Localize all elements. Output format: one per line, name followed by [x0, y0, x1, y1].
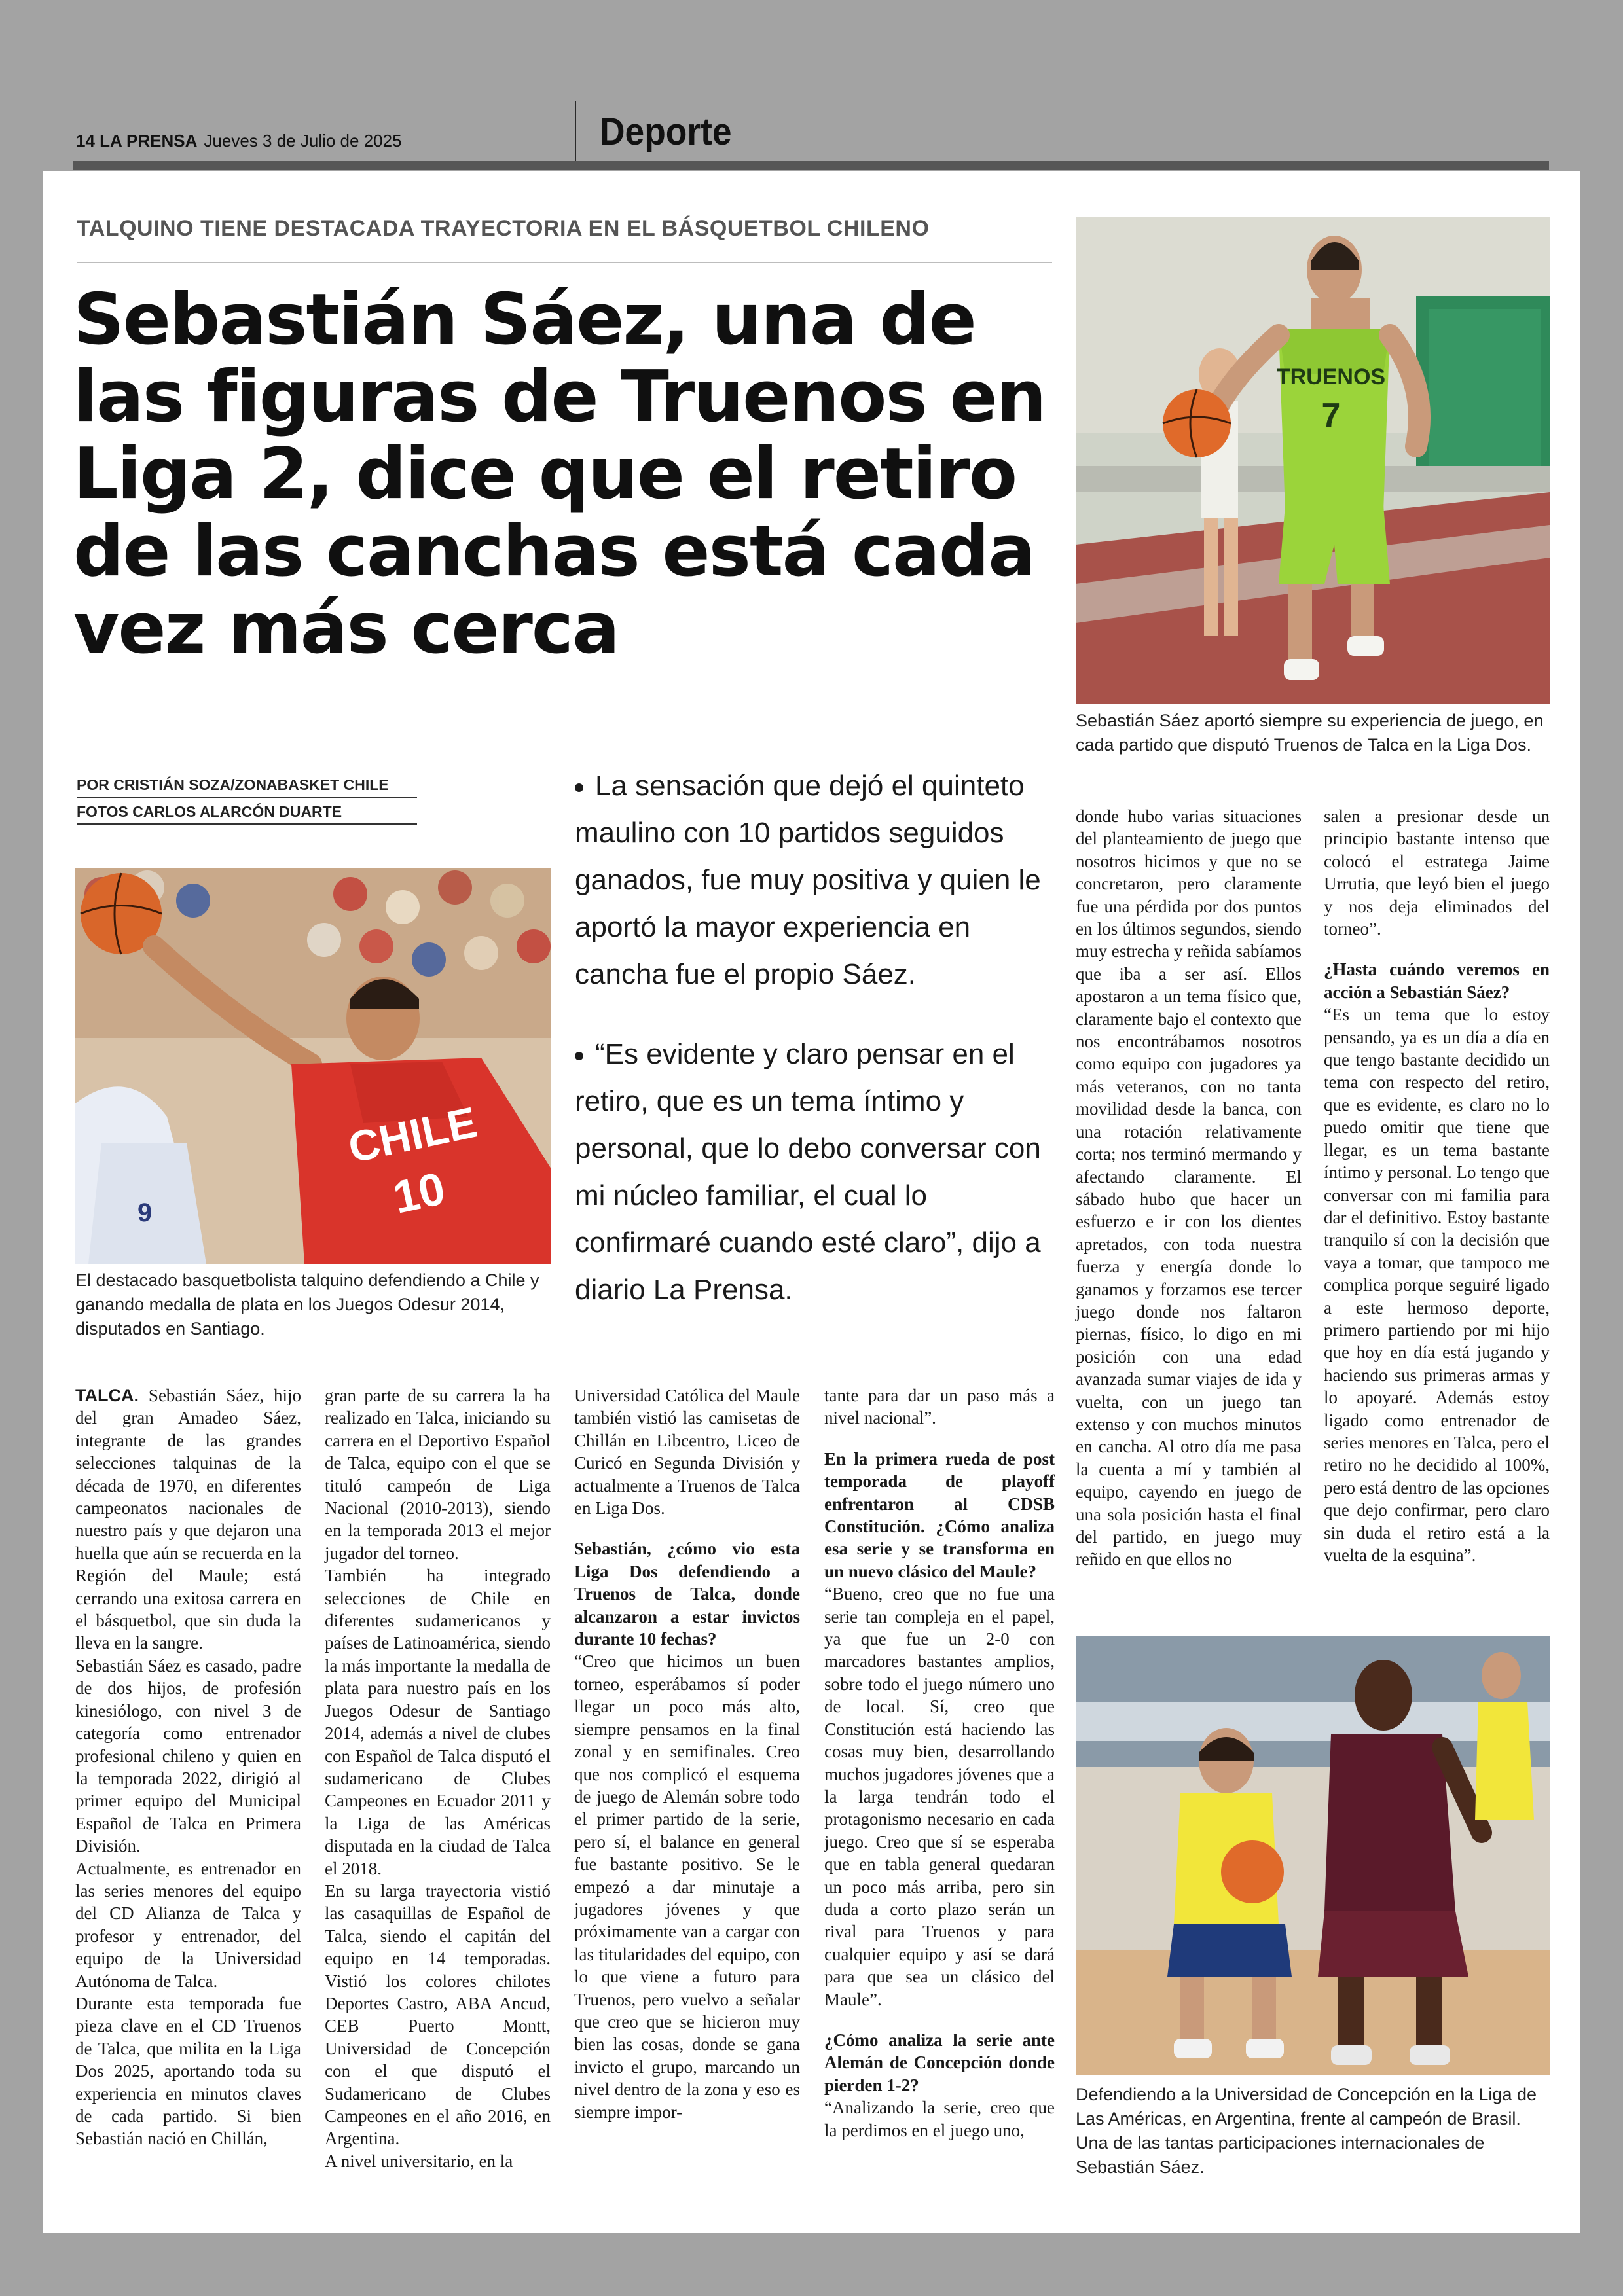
bullet-icon: [575, 1052, 583, 1060]
body-paragraph: A nivel universitario, en la: [325, 2151, 513, 2171]
interview-question: ¿Hasta cuándo veremos en acción a Sebastián Sáez?: [1324, 960, 1550, 1002]
interview-question: Sebastián, ¿cómo vio esta Liga Dos defendiendo a Truenos de Talca, donde alcanzaron a estar invictos durante 10 fechas?: [574, 1539, 800, 1649]
chile-jersey-text: CHILE: [344, 1097, 481, 1172]
byline: [77, 776, 417, 830]
body-paragraph: salen a presionar desde un principio bastante intenso que colocó el estratega Jaime Urrutia, que leyó bien el juego y nos deja eliminados del torneo”.: [1324, 806, 1550, 939]
body-paragraph: Actualmente, es entrenador en las series menores del equipo del CD Alianza de Talca y profesor y entrenador, del equipo de la Universidad Autónoma de Talca.: [75, 1858, 301, 1991]
body-paragraph: donde hubo varias situaciones del planteamiento de juego que nosotros hicimos y que no se concretaron, pero claramente fue una pérdida por dos puntos en los últimos segundos, siendo muy estrecha y reñida sabíamos que iba a ser así. Ellos apostaron a un tema físico que, claramente bajo el contexto que nos encontrábamos nosotros como equipo con jugadores ya más veteranos, con no tanta movilidad desde la banca, con una rotación relativamente corta; nos terminó mermando y afectando claramente. El sábado hubo que hacer un esfuerzo e ir con los dientes apretados, con toda nuestra fuerza y energía donde lo ganamos y forzamos ese tercer juego donde nos faltaron piernas, físico, lo digo en mi posición con una edad avanzada sumar viajes de ida y vuelta, con un juego tan extenso y con muchos minutos en cancha. Al otro día me pasa la cuenta a mí y también al equipo, cayendo en juego de una sola posición hasta el final del partido, en juego muy reñido en que ellos no: [1076, 806, 1302, 1570]
rival-jersey-number: 9: [137, 1198, 153, 1227]
body-paragraph: “Creo que hicimos un buen torneo, esperábamos sí poder llegar un poco más alto, siempre pensamos en la final zonal y en semifinales. Creo que nos complicó el esquema de juego de Alemán sobre todo el primer partido de la serie, pero sí, el balance en general fue bastante positivo. Se le empezó a dar minutaje a jugadores jóvenes y que próximamente van a cargar con las titularidades del equipo, con lo que viene a futuro para Truenos, pero vuelvo a señalar que creo que se hicieron muy bien las cosas, donde se gana invicto el grupo, marcando un nivel dentro de la zona y eso es siempre impor-: [574, 1651, 800, 2122]
body-paragraph: Sebastián Sáez es casado, padre de dos hijos, de profesión kinesiólogo, con nivel 3 de categoría como entrenador profesional chileno y quien en la temporada 2022, dirigió al primer equipo del Municipal Español de Talca en Primera División.: [75, 1655, 301, 1856]
page-folio: [76, 131, 402, 151]
body-paragraph: También ha integrado selecciones de Chile en diferentes sudamericanos y países de Latinoamérica, siendo la más importante la medalla de plata para nuestro país en los Juegos Odesur de Santiago 2014, además a nivel de clubes con Español de Talca disputó el sudamericano de Clubes Campeones en Ecuador 2011 y la Liga de las Américas disputada en la ciudad de Talca el 2018.: [325, 1566, 551, 1878]
author-credit: POR CRISTIÁN SOZA/ZONABASKET CHILE: [77, 776, 417, 798]
body-paragraph: Durante esta temporada fue pieza clave en el CD Truenos de Talca, que milita en la Liga Dos 2025, aportando toda su experiencia en minutos claves de cada partido. Si bien Sebastián nació en Chillán,: [75, 1993, 301, 2149]
body-paragraph: “Es un tema que lo estoy pensando, ya es un día a día en que tengo bastante decidido un tema con respecto del retiro, que es evidente, es claro no lo puedo omitir que tiene que llegar, es un tema bastante íntimo y personal. Lo tengo que conversar con mi familia para dar el definitivo. Estoy bastante tranquilo sí con la decisión que vaya a tomar, que tampoco me complica porque seguiré ligado a este hermoso deporte, primero partiendo por mi hijo que hoy en día está jugando y haciendo sus primeras armas y lo apoyaré. Además estoy ligado como entrenador de series menores en Talca, pero el retiro no he decidido al 100%, pero está dentro de las opciones que dejo confirmar, pero claro sin duda el retiro está a la vuelta de la esquina”.: [1324, 1005, 1550, 1565]
bullet-icon: [575, 783, 583, 792]
article-headline: Sebastián Sáez, una de las figuras de Truenos en Liga 2, dice que el retiro de las canchas está cada vez más cerca: [73, 279, 1046, 670]
pull-quote-2-text: “Es evidente y claro pensar en el retiro, que es un tema íntimo y personal, que lo debo conversar con mi núcleo familiar, el cual lo confirmaré cuando esté claro”, dijo a diario La Prensa.: [575, 1038, 1041, 1306]
body-paragraph: Universidad Católica del Maule también vistió las camisetas de Chillán en Libcentro, Liceo de Curicó en Segunda División y actualmente a Truenos de Talca en Liga Dos.: [574, 1386, 800, 1518]
dateline: TALCA.: [75, 1386, 139, 1405]
body-column-3: [574, 1384, 800, 2123]
caption-top-right: Sebastián Sáez aportó siempre su experiencia de juego, en cada partido que disputó Truenos de Talca en la Liga Dos.: [1076, 711, 1544, 755]
body-paragraph: “Analizando la serie, creo que la perdimos en el juego uno,: [824, 2098, 1055, 2140]
body-column-4: [824, 1384, 1055, 2142]
header-rule: [73, 161, 1549, 170]
pull-quotes: [575, 762, 1059, 1346]
body-paragraph: En su larga trayectoria vistió las casaquillas de Español de Talca, siendo el capitán del equipo en 14 temporadas. Vistió los colores chilotes Deportes Castro, ABA Ancud, CEB Puerto Montt, Universidad de Concepción con el que disputó el Sudamericano de Clubes Campeones en el año 2016, en Argentina.: [325, 1880, 551, 2149]
body-paragraph: gran parte de su carrera la ha realizado en Talca, iniciando su carrera en el Deportivo Español de Talca, equipo con el que se tituló campeón de Liga Nacional (2010-2013), siendo en la temporada 2013 el mejor jugador del torneo.: [325, 1386, 551, 1563]
interview-question: En la primera rueda de post temporada de playoff enfrentaron al CDSB Constitución. ¿Cómo analiza esa serie y se transforma en un nuevo clásico del Maule?: [824, 1448, 1055, 1581]
page-header: [73, 98, 1549, 169]
issue-date: Jueves 3 de Julio de 2025: [204, 131, 402, 151]
caption-left: El destacado basquetbolista talquino defendiendo a Chile y ganando medalla de plata en los Juegos Odesur 2014, disputados en Santiago.: [75, 1270, 539, 1338]
truenos-jersey-text: TRUENOS: [1276, 365, 1386, 389]
caption-bottom-right: Defendiendo a la Universidad de Concepción en la Liga de Las Américas, en Argentina, frente al campeón de Brasil. Una de las tantas participaciones internacionales de Sebastián Sáez.: [1076, 2085, 1537, 2177]
body-paragraph: TALCA. Sebastián Sáez, hijo del gran Amadeo Sáez, integrante de las grandes selecciones talquinas de la década de 1970, en diferentes campeonatos nacionales de nuestro país y que dejaron una huella que aún se recuerda en la Región del Maule; está cerrando una exitosa carrera en el básquetbol, que sin duda la lleva en la sangre.: [75, 1386, 301, 1653]
body-column-6: [1324, 805, 1550, 1566]
body-paragraph: tante para dar un paso más a nivel nacional”.: [824, 1386, 1055, 1428]
article-kicker: TALQUINO TIENE DESTACADA TRAYECTORIA EN EL BÁSQUETBOL CHILENO: [77, 216, 930, 241]
body-paragraph: “Bueno, creo que no fue una serie tan compleja en el papel, ya que fue un 2-0 con marcadores bastantes amplios, sobre todo el juego número uno de local. Sí, creo que Constitución está haciendo las cosas muy bien, desarrollando muchos jugadores jóvenes que a la larga tendrán todo el protagonismo necesario en cada juego. Creo que sí se esperaba que en tabla general quedaran un poco más arriba, pero sin duda a corto plazo serán un rival para Truenos y para cualquier equipo y así se dará para que sea un clásico del Maule”.: [824, 1584, 1055, 2009]
body-column-1: [75, 1384, 301, 2150]
section-title: Deporte: [600, 111, 732, 153]
truenos-jersey-number: 7: [1321, 397, 1341, 435]
photo-chile-player: [75, 868, 551, 1264]
pull-quote-1: [575, 762, 1059, 998]
body-column-5: [1076, 805, 1302, 1571]
interview-question: ¿Cómo analiza la serie ante Alemán de Concepción donde pierden 1-2?: [824, 2030, 1055, 2095]
photo-concepcion-game: [1076, 1636, 1550, 2075]
pull-quote-1-text: La sensación que dejó el quinteto maulino con 10 partidos seguidos ganados, fue muy positiva y quien le aportó la mayor experiencia en cancha fue el propio Sáez.: [575, 770, 1041, 990]
photo-credit: FOTOS CARLOS ALARCÓN DUARTE: [77, 803, 417, 825]
photo-truenos-player: [1076, 217, 1550, 704]
body-column-2: [325, 1384, 551, 2172]
chile-jersey-number: 10: [388, 1162, 450, 1223]
header-separator: [575, 101, 576, 161]
pull-quote-2: [575, 1031, 1059, 1314]
kicker-divider: [77, 262, 1052, 263]
page-label: 14 LA PRENSA: [76, 131, 198, 151]
